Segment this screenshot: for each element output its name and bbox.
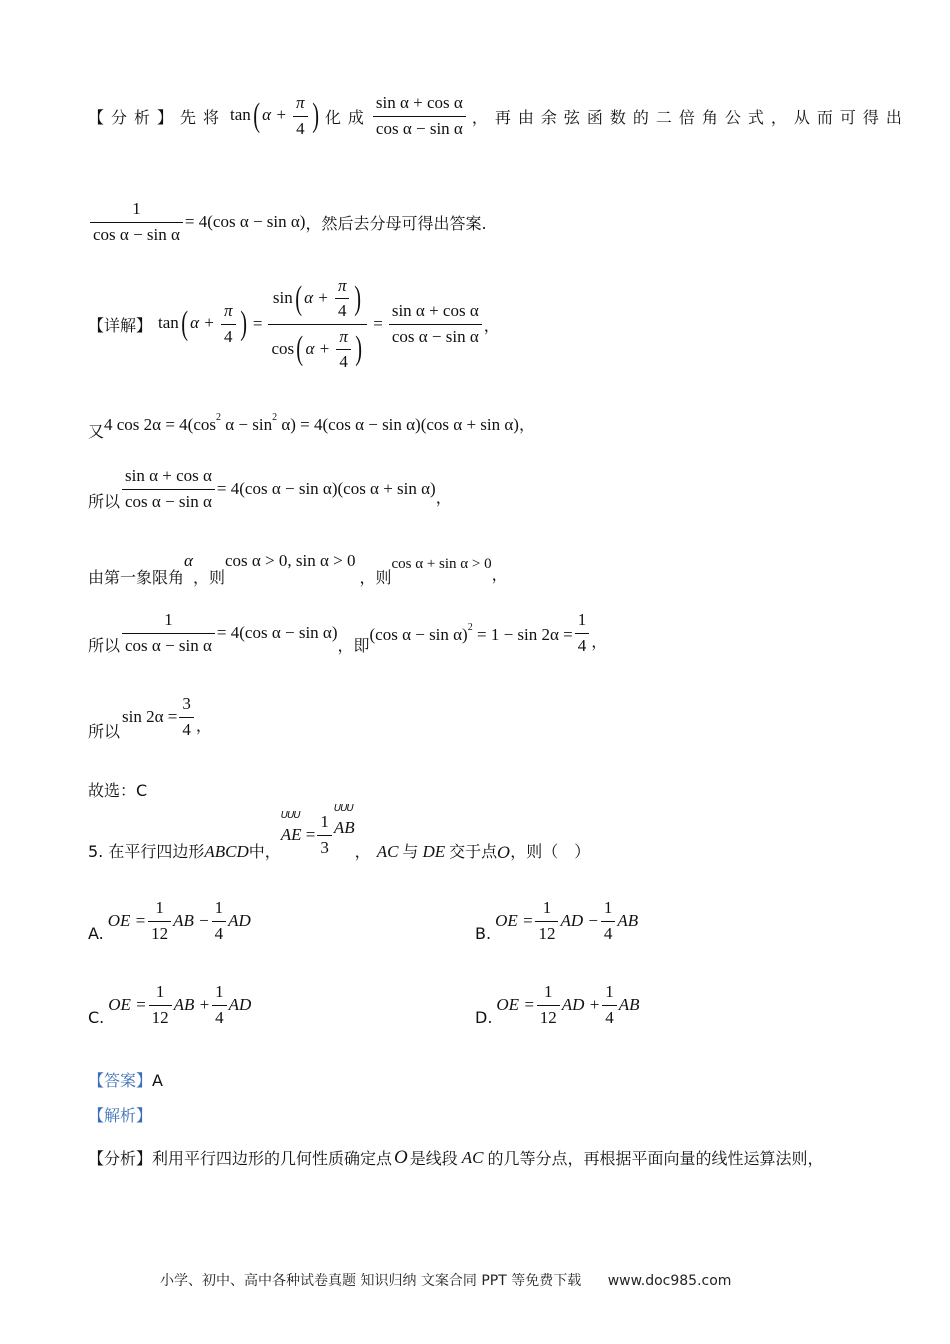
- choice-line: 故选：C: [88, 781, 148, 800]
- analysis-heading: 【解析】: [88, 1106, 153, 1125]
- therefore-line-3: 所以 sin 2α = $\frac{3}{4}$ ，: [88, 694, 212, 741]
- ae-expression: UUU AE = $\frac{1}{3}$ UUU AB: [281, 812, 355, 858]
- analysis-paragraph-3: 【分析】 利用平行四边形的几何性质确定点 O 是线段 AC 的几等分点，再根据平面向量的线性运算法则，: [88, 1146, 824, 1168]
- footer-url[interactable]: www.doc985.com: [607, 1273, 732, 1289]
- fraction-sin-cos: $\frac{\text{sin α + cos α}}{\text{cos α − sin α}}$: [373, 93, 466, 139]
- answer-tag: 【答案】: [88, 1071, 153, 1090]
- option-c[interactable]: C. OE = $\frac{1}{12}$ AB + $\frac{1}{4}$ AD: [88, 982, 252, 1027]
- tan-expression: tan( α + $\frac{\pi}{4}$ ): [230, 93, 319, 138]
- page-footer: [160, 1270, 731, 1290]
- footer-text: 小学、初中、高中各种试卷真题 知识归纳 文案合同 PPT 等免费下载: [160, 1273, 582, 1289]
- therefore-line-2: 所以 $\frac{1}{\text{cos α − sin α}}$ = 4(cos α − sin α) ，即 (cos α − sin α)$^2$ = 1 − sin 2α = $\frac{1}{4}$ ，: [88, 610, 608, 655]
- detail-paragraph: 【详解】 tan( α + $\frac{\pi}{4}$ ) = sin( α + $\frac{\pi}{4}$ ) cos( α + $\frac{\pi}{4}$ ) = $\frac{\text{sin α + cos α}}{\text{cos α − sin α}}$ ，: [88, 275, 500, 371]
- answer-line: [88, 1068, 163, 1091]
- fraction-one-over: $\frac{1}{\text{cos α − sin α}}$: [90, 199, 183, 245]
- option-b[interactable]: B. OE = $\frac{1}{12}$ AD − $\frac{1}{4}$ AB: [475, 898, 639, 943]
- quadrant-line: 由第一象限角 α ，则 cos α > 0, sin α > 0 ，则 cos α + sin α > 0 ，: [88, 551, 508, 587]
- therefore-line-1: 所以 $\frac{\text{sin α + cos α}}{\text{cos α − sin α}}$ = 4(cos α − sin α)(cos α + sin α) ，: [88, 466, 452, 511]
- analysis-paragraph-2: $\frac{1}{\text{cos α − sin α}}$ = 4(cos α − sin α) ，然后去分母可得出答案.: [88, 196, 487, 248]
- fraction-sin-over-cos: sin( α + $\frac{\pi}{4}$ ) cos( α + $\frac{\pi}{4}$ ): [268, 276, 367, 373]
- option-d[interactable]: D. OE = $\frac{1}{12}$ AD + $\frac{1}{4}$ AB: [475, 982, 640, 1027]
- question-5: 5. 在平行四边形 ABCD 中， UUU AE = $\frac{1}{3}$ UUU AB ， AC 与 DE 交于点 O ，则（ ）: [88, 812, 590, 862]
- analysis-paragraph-1: 【分析】 先将 tan( α + $\frac{\pi}{4}$ ) 化成 $\frac{\text{sin α + cos α}}{\text{cos α − sin α}}$ ，再由余弦函数的二倍角公式，从而可得出: [88, 93, 909, 138]
- identity-line: 又 4 $\cos 2\alpha = 4(\cos^2$ $\alpha - \sin^2 \alpha) = 4(\cos$ α − sin α)(cos α + sin α) ，: [88, 411, 535, 441]
- option-a[interactable]: A. OE = $\frac{1}{12}$ AB − $\frac{1}{4}$ AD: [88, 898, 251, 943]
- detail-tag: 【详解】: [88, 315, 153, 335]
- answer-value: A: [152, 1071, 163, 1090]
- analysis-tag: 【分析】: [88, 107, 181, 127]
